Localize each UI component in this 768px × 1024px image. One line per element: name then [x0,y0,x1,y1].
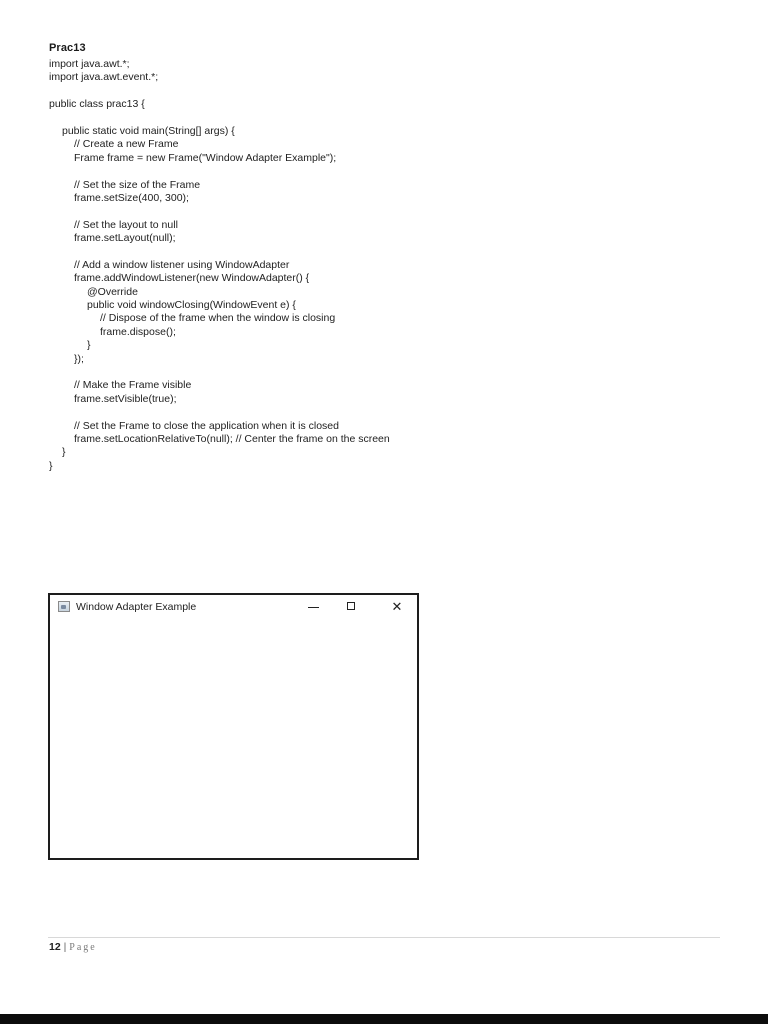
code-line: // Set the size of the Frame [74,178,201,191]
app-window [48,593,419,860]
code-line: @Override [87,285,138,298]
minimize-icon [308,607,319,608]
bottom-edge-bar [0,1014,768,1024]
page-number: 12 [49,941,61,953]
footer-divider [48,937,720,938]
code-line: frame.setLayout(null); [74,232,176,245]
code-blank-line [49,165,709,178]
code-line: frame.dispose(); [100,325,176,338]
code-line: import java.awt.event.*; [49,71,159,84]
code-line: frame.setLocationRelativeTo(null); // Center the frame on the screen [74,432,390,445]
window-titlebar[interactable] [50,595,417,622]
code-line: } [49,459,53,472]
code-line: } [62,446,66,459]
code-blank-line [49,112,709,125]
close-button[interactable] [386,599,408,615]
code-line: // Make the Frame visible [74,379,192,392]
window-title: Window Adapter Example [76,601,197,613]
code-line: // Set the Frame to close the application when it is closed [74,419,339,432]
minimize-button[interactable] [303,599,325,615]
page-footer [49,941,97,953]
code-line: // Dispose of the frame when the window is closing [100,312,336,325]
code-line: // Add a window listener using WindowAdapter [74,258,290,271]
code-line: frame.setVisible(true); [74,392,177,405]
code-line: public class prac13 { [49,98,145,111]
footer-separator: | [63,941,67,953]
close-icon: ✕ [391,599,403,614]
java-app-icon [58,601,70,612]
code-line: } [87,339,91,352]
code-blank-line [49,366,709,379]
code-line: }); [74,352,84,365]
code-line: public static void main(String[] args) { [62,124,235,137]
maximize-icon [347,602,355,610]
code-line: frame.addWindowListener(new WindowAdapter() { [74,272,310,285]
code-blank-line [49,406,709,419]
page-heading: Prac13 [49,42,86,54]
code-line: Frame frame = new Frame("Window Adapter Example"); [74,151,337,164]
code-blank-line [49,245,709,258]
page-label: Page [69,942,97,953]
code-listing [49,58,709,473]
code-line: // Create a new Frame [74,138,179,151]
code-line: frame.setSize(400, 300); [74,191,189,204]
code-blank-line [49,85,709,98]
code-line: // Set the layout to null [74,218,178,231]
code-line: public void windowClosing(WindowEvent e) { [87,299,296,312]
maximize-button[interactable] [341,599,363,615]
code-blank-line [49,205,709,218]
code-line: import java.awt.*; [49,58,130,70]
